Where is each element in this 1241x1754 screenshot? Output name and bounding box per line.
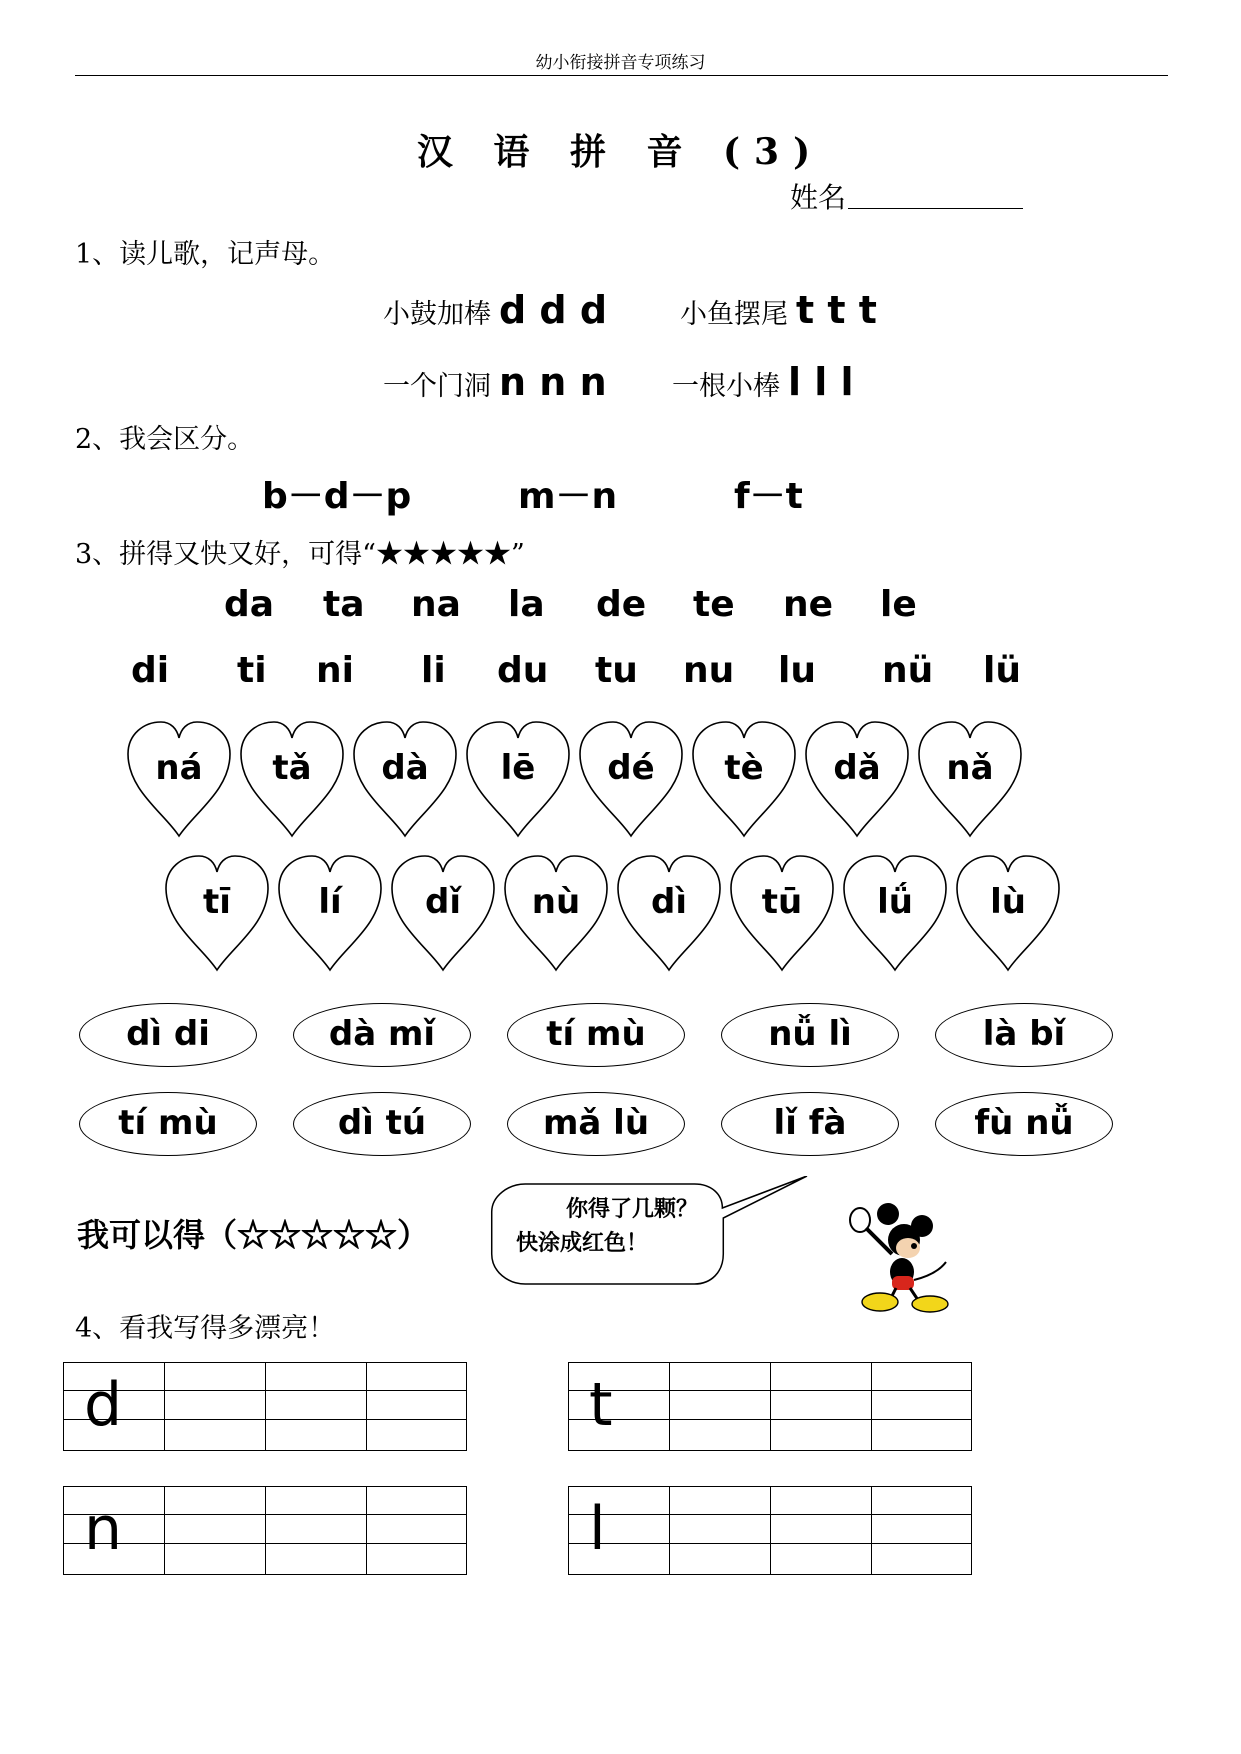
heart-card[interactable] <box>237 718 347 840</box>
section4-heading: 4、看我写得多漂亮！ <box>75 1313 336 1344</box>
page-title: 汉 语 拼 音 (3) <box>416 131 825 173</box>
grid-letter: n <box>84 1494 123 1564</box>
rhyme-4 <box>672 360 854 404</box>
name-label: 姓名 <box>790 181 847 214</box>
syllable: nü <box>882 650 934 691</box>
word-oval[interactable]: mǎ lù <box>507 1092 685 1156</box>
heart-syllable: lē <box>500 748 536 788</box>
syllable: lu <box>778 650 816 691</box>
syllable: la <box>508 584 545 625</box>
syllable: li <box>421 650 446 691</box>
heart-card[interactable] <box>689 718 799 840</box>
heart-syllable: dǎ <box>833 748 881 788</box>
heart-card[interactable] <box>463 718 573 840</box>
heart-card[interactable] <box>124 718 234 840</box>
rhyme-1 <box>383 288 607 332</box>
syllable: ti <box>237 650 267 691</box>
heart-syllable: dé <box>607 748 655 788</box>
heart-syllable: dà <box>381 748 429 788</box>
syllable: ta <box>323 584 365 625</box>
heart-syllable: ná <box>155 748 203 788</box>
section3-heading: 3、拼得又快又好，可得“★★★★★” <box>75 539 525 570</box>
page-header: 幼小衔接拼音专项练习 <box>535 53 706 73</box>
syllable: le <box>880 584 917 625</box>
syllable: nu <box>683 650 735 691</box>
pair-bdp: b－d－p <box>262 476 412 517</box>
rhyme-3-text: 一个门洞 <box>383 371 491 402</box>
word-oval[interactable]: tí mù <box>507 1003 685 1067</box>
writing-grid-d[interactable] <box>63 1362 467 1451</box>
word-oval[interactable]: dì tú <box>293 1092 471 1156</box>
syllable: ni <box>316 650 354 691</box>
word-oval[interactable]: là bǐ <box>935 1003 1113 1067</box>
heart-syllable: dǐ <box>425 882 461 922</box>
heart-syllable: lí <box>318 882 342 922</box>
syllable: tu <box>595 650 638 691</box>
word-oval[interactable]: fù nǚ <box>935 1092 1113 1156</box>
writing-grid-l[interactable] <box>568 1486 972 1575</box>
rhyme-2-letters: t t t <box>796 288 877 332</box>
heart-syllable: nǎ <box>946 748 994 788</box>
heart-card[interactable] <box>840 852 950 974</box>
rhyme-1-letters: d d d <box>499 288 608 332</box>
heart-syllable: lù <box>990 882 1026 922</box>
heart-syllable: tè <box>724 748 764 788</box>
heart-card[interactable] <box>727 852 837 974</box>
syllable: lü <box>983 650 1021 691</box>
rhyme-1-text: 小鼓加棒 <box>383 299 491 330</box>
heart-syllable: tǎ <box>272 748 312 788</box>
heart-syllable: nù <box>531 882 581 922</box>
cartoon-mouse-illustration <box>830 1196 960 1316</box>
score-stars[interactable]: 我可以得（☆☆☆☆☆） <box>77 1216 430 1254</box>
grid-letter: l <box>589 1494 606 1564</box>
grid-letter: d <box>84 1370 123 1440</box>
rhyme-4-letters: l l l <box>788 360 854 404</box>
syllable: di <box>131 650 170 691</box>
heart-card[interactable] <box>162 852 272 974</box>
heart-card[interactable] <box>501 852 611 974</box>
word-oval[interactable]: dì di <box>79 1003 257 1067</box>
name-field[interactable] <box>848 208 1023 209</box>
heart-syllable: dì <box>651 882 687 922</box>
heart-syllable: tū <box>761 882 803 922</box>
header-divider <box>75 75 1168 76</box>
syllable: na <box>411 584 461 625</box>
heart-card[interactable] <box>915 718 1025 840</box>
section1-heading: 1、读儿歌，记声母。 <box>75 239 336 270</box>
section2-heading: 2、我会区分。 <box>75 424 255 455</box>
rhyme-2 <box>680 288 877 332</box>
heart-card[interactable] <box>953 852 1063 974</box>
rhyme-3-letters: n n n <box>499 360 607 404</box>
syllable: ne <box>783 584 834 625</box>
heart-card[interactable] <box>802 718 912 840</box>
rhyme-4-text: 一根小棒 <box>672 371 780 402</box>
heart-card[interactable] <box>576 718 686 840</box>
word-oval[interactable]: nǚ lì <box>721 1003 899 1067</box>
syllable: da <box>224 584 275 625</box>
heart-card[interactable] <box>275 852 385 974</box>
heart-card[interactable] <box>350 718 460 840</box>
rhyme-2-text: 小鱼摆尾 <box>680 299 788 330</box>
syllable: te <box>693 584 735 625</box>
word-oval[interactable]: tí mù <box>79 1092 257 1156</box>
pair-mn: m－n <box>518 476 618 517</box>
heart-card[interactable] <box>388 852 498 974</box>
word-oval[interactable]: dà mǐ <box>293 1003 471 1067</box>
bubble-line-1: 你得了几颗？ <box>566 1197 699 1222</box>
grid-letter: t <box>589 1370 613 1440</box>
writing-grid-n[interactable] <box>63 1486 467 1575</box>
heart-syllable: tī <box>203 882 231 922</box>
syllable: de <box>596 584 647 625</box>
writing-grid-t[interactable] <box>568 1362 972 1451</box>
pair-ft: f－t <box>734 476 803 517</box>
heart-card[interactable] <box>614 852 724 974</box>
bubble-line-2: 快涂成红色！ <box>516 1231 649 1256</box>
syllable: du <box>497 650 549 691</box>
heart-syllable: lǘ <box>877 882 913 922</box>
word-oval[interactable]: lǐ fà <box>721 1092 899 1156</box>
rhyme-3 <box>383 360 607 404</box>
